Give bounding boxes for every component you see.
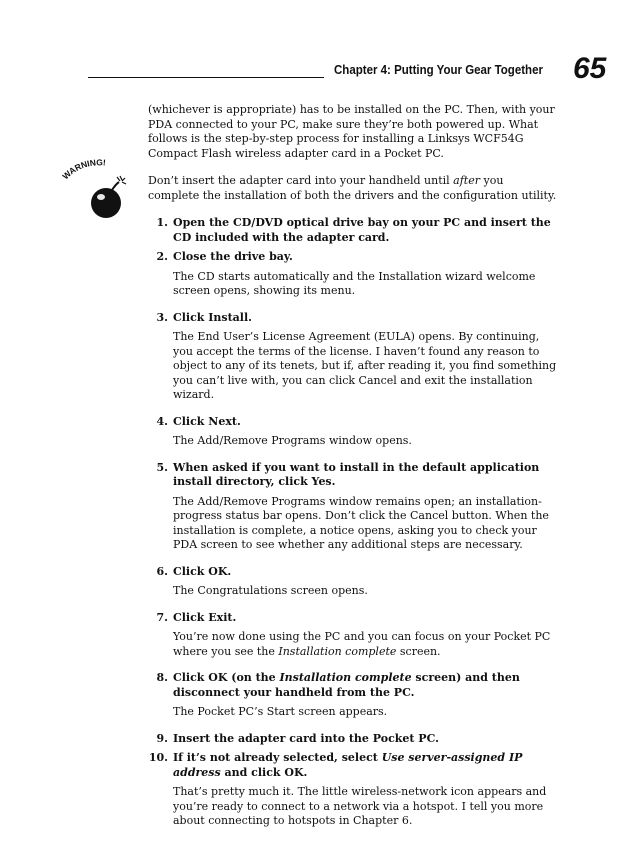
step-7: 7. Click Exit. You’re now done using the PC and you can focus on your Pocket PC where you see the Installation complete screen. <box>156 610 551 658</box>
intro-paragraph: (whichever is appropriate) has to be installed on the PC. Then, with your PDA connected to your PC, make sure they’re both powered up. What follows is the step-by-step process for installing a Linksys WCF54G Compact Flash wireless adapter card in a Pocket PC. <box>148 103 555 160</box>
step-9: 9. Insert the adapter card into the Pocket PC. <box>156 731 439 745</box>
step-8: 8. Click OK (on the Installation complete screen) and then disconnect your handheld from the PC. The Pocket PC’s Start screen appears. <box>156 671 520 718</box>
warning-icon <box>62 158 132 222</box>
step-1: 1. Open the CD/DVD optical drive bay on your PC and insert the CD included with the adapter card. <box>156 216 551 244</box>
page-header <box>0 0 637 90</box>
step-6: 6. Click OK. The Congratulations screen opens. <box>156 564 368 597</box>
header-rule <box>88 77 324 78</box>
steps-list <box>148 216 558 829</box>
step-4: 4. Click Next. The Add/Remove Programs window opens. <box>156 414 412 447</box>
main-content <box>148 103 558 841</box>
bomb-icon <box>62 158 132 222</box>
chapter-title: Chapter 4: Putting Your Gear Together <box>334 63 543 77</box>
step-2: 2. Close the drive bay. The CD starts automatically and the Installation wizard welcome screen opens, showing its menu. <box>156 250 536 297</box>
step-5: 5. When asked if you want to install in the default application install directory, click Yes. The Add/Remove Programs window remains open; an installation-progress status bar opens. Don’t click the Cancel button. When the installation is complete, a notice opens, asking you to check your PDA screen to see whether any additional steps are necessary. <box>156 460 549 551</box>
warning-paragraph: Don’t insert the adapter card into your handheld until after you complete the installation of both the drivers and the configuration utility. <box>148 174 557 202</box>
page-number: 65 <box>573 52 607 85</box>
step-3: 3. Click Install. The End User’s License Agreement (EULA) opens. By continuing, you accept the terms of the license. I haven’t found any reason to object to any of its tenets, but if, after reading it, you find something you can’t live with, you can click Cancel and exit the installation wizard. <box>156 310 557 401</box>
step-10: 10. If it’s not already selected, select Use server-assigned IP address and click OK. That’s pretty much it. The little wireless-network icon appears and you’re ready to connect to a network via a hotspot. I tell you more about connecting to hotspots in Chapter 6. <box>148 751 547 827</box>
warning-label: ARNING! <box>66 158 107 177</box>
